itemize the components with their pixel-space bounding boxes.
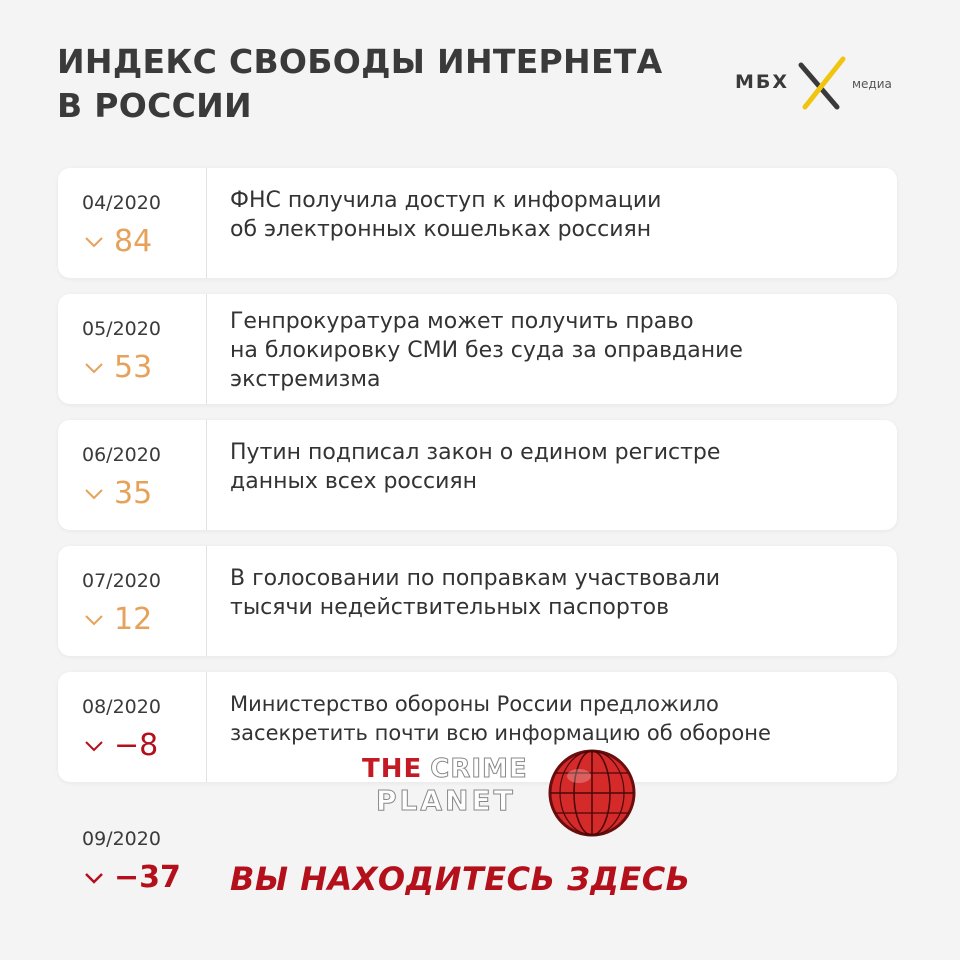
entry-index-value: 12 [114, 602, 153, 637]
card-divider [206, 546, 207, 656]
entry-description [230, 186, 883, 244]
description-line: засекретить почти всю информацию об обороне [230, 721, 771, 745]
watermark [362, 750, 642, 840]
globe-icon [547, 748, 637, 838]
title-line-1: ИНДЕКС СВОБОДЫ ИНТЕРНЕТА [57, 42, 663, 81]
description-line: Путин подписал закон о едином регистре [230, 440, 721, 465]
entry-index [84, 224, 152, 259]
page-title [57, 40, 662, 128]
description-line: тысячи недействительных паспортов [230, 595, 670, 620]
description-line: В голосовании по поправкам участвовали [230, 566, 721, 591]
mbx-media-logo [735, 55, 910, 115]
description-line: экстремизма [230, 367, 381, 392]
description-line: данных всех россиян [230, 469, 477, 494]
entry-index-value: 53 [114, 350, 153, 385]
chevron-down-icon [84, 236, 104, 248]
description-line: Министерство обороны России предложило [230, 692, 719, 716]
logo-subtext: медиа [852, 77, 892, 91]
entry-description [230, 564, 883, 622]
card-divider [206, 168, 207, 278]
entry-index [84, 602, 152, 637]
current-index-value: −37 [114, 860, 181, 895]
you-are-here-label: ВЫ НАХОДИТЕСЬ ЗДЕСЬ [230, 860, 691, 898]
card-divider [206, 672, 207, 782]
logo-text: МБХ [735, 71, 790, 93]
entry-index-value: 35 [114, 476, 153, 511]
description-line: на блокировку СМИ без суда за оправдание [230, 338, 743, 363]
entry-index [84, 728, 158, 763]
watermark-planet: PLANET [376, 784, 516, 817]
description-line: ФНС получила доступ к информации [230, 188, 662, 213]
chevron-down-icon [84, 488, 104, 500]
card-divider [206, 420, 207, 530]
entry-index-value: 84 [114, 224, 153, 259]
timeline-card [58, 546, 897, 656]
timeline-card [58, 294, 897, 404]
entry-index-value: −8 [114, 728, 159, 763]
watermark-the: THE [362, 754, 423, 784]
chevron-down-icon [84, 362, 104, 374]
title-line-2: В РОССИИ [57, 86, 252, 125]
entry-date: 05/2020 [82, 318, 161, 340]
watermark-line-1 [362, 754, 528, 784]
entry-date: 07/2020 [82, 570, 161, 592]
watermark-crime: CRIME [430, 754, 528, 784]
entry-date: 04/2020 [82, 192, 161, 214]
current-date: 09/2020 [82, 828, 161, 850]
timeline-card [58, 420, 897, 530]
entry-date: 06/2020 [82, 444, 161, 466]
description-line: об электронных кошельках россиян [230, 217, 652, 242]
description-line: Генпрокуратура может получить право [230, 309, 694, 334]
card-divider [206, 294, 207, 404]
entry-description [230, 438, 883, 496]
entry-index [84, 350, 152, 385]
chevron-down-icon [84, 740, 104, 752]
chevron-down-icon [84, 614, 104, 626]
chevron-down-icon [84, 872, 104, 884]
entry-description [230, 690, 883, 748]
current-index [84, 860, 181, 895]
timeline-card [58, 168, 897, 278]
entry-index [84, 476, 152, 511]
x-logo-icon [797, 55, 849, 113]
entry-date: 08/2020 [82, 696, 161, 718]
entry-description [230, 307, 883, 394]
